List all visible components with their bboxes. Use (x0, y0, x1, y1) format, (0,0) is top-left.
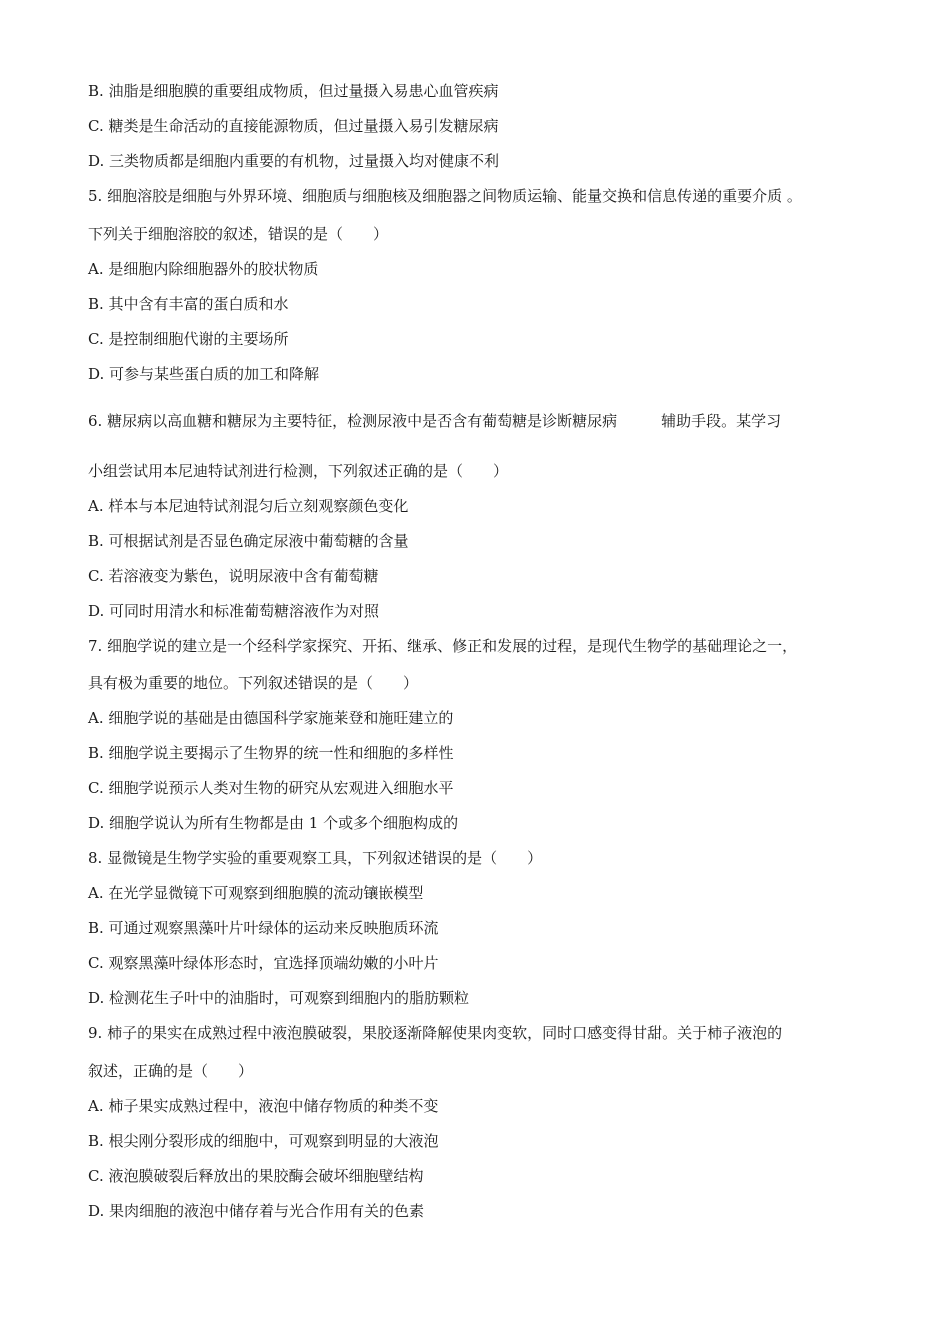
q9-stem-line1: 9. 柿子的果实在成熟过程中液泡膜破裂，果胶逐渐降解使果肉变软，同时口感变得甘甜。关于柿子液泡的 (88, 1024, 783, 1042)
q6-stem-line1-part1: 6. 糖尿病以高血糖和糖尿为主要特征，检测尿液中是否含有葡萄糖是诊断糖尿病 (88, 412, 618, 430)
q9-option-a: A. 柿子果实成熟过程中，液泡中储存物质的种类不变 (88, 1097, 439, 1115)
q6-option-c: C. 若溶液变为紫色，说明尿液中含有葡萄糖 (88, 567, 379, 585)
q7-option-d: D. 细胞学说认为所有生物都是由 1 个或多个细胞构成的 (88, 814, 459, 832)
q6-stem-line2: 小组尝试用本尼迪特试剂进行检测，下列叙述正确的是（ ） (88, 462, 509, 480)
q6-option-b: B. 可根据试剂是否显色确定尿液中葡萄糖的含量 (88, 532, 409, 550)
q8-option-d: D. 检测花生子叶中的油脂时，可观察到细胞内的脂肪颗粒 (88, 989, 470, 1007)
q6-stem-line1 (88, 411, 781, 431)
q5-option-d: D. 可参与某些蛋白质的加工和降解 (88, 365, 320, 383)
q9-stem-line2: 叙述，正确的是（ ） (88, 1062, 254, 1080)
q9-option-c: C. 液泡膜破裂后释放出的果胶酶会破坏细胞壁结构 (88, 1167, 424, 1185)
q7-stem-line1: 7. 细胞学说的建立是一个经科学家探究、开拓、继承、修正和发展的过程，是现代生物学的基础理论之一， (88, 637, 798, 655)
q4-option-d: D. 三类物质都是细胞内重要的有机物，过量摄入均对健康不利 (88, 152, 500, 170)
q5-option-b: B. 其中含有丰富的蛋白质和水 (88, 295, 289, 313)
q4-option-c: C. 糖类是生命活动的直接能源物质，但过量摄入易引发糖尿病 (88, 117, 499, 135)
q7-option-c: C. 细胞学说预示人类对生物的研究从宏观进入细胞水平 (88, 779, 454, 797)
q7-stem-line2: 具有极为重要的地位。下列叙述错误的是（ ） (88, 674, 419, 692)
q8-option-a: A. 在光学显微镜下可观察到细胞膜的流动镶嵌模型 (88, 884, 424, 902)
q7-option-b: B. 细胞学说主要揭示了生物界的统一性和细胞的多样性 (88, 744, 454, 762)
q8-option-c: C. 观察黑藻叶绿体形态时，宜选择顶端幼嫩的小叶片 (88, 954, 439, 972)
q6-stem-line1-part2: 辅助手段。某学习 (661, 412, 782, 430)
q9-option-d: D. 果肉细胞的液泡中储存着与光合作用有关的色素 (88, 1202, 425, 1220)
q8-stem: 8. 显微镜是生物学实验的重要观察工具，下列叙述错误的是（ ） (88, 849, 543, 867)
q7-option-a: A. 细胞学说的基础是由德国科学家施莱登和施旺建立的 (88, 709, 454, 727)
q6-option-a: A. 样本与本尼迪特试剂混匀后立刻观察颜色变化 (88, 497, 409, 515)
q8-option-b: B. 可通过观察黑藻叶片叶绿体的运动来反映胞质环流 (88, 919, 439, 937)
q5-stem-line2: 下列关于细胞溶胶的叙述，错误的是（ ） (88, 225, 389, 243)
q9-option-b: B. 根尖刚分裂形成的细胞中，可观察到明显的大液泡 (88, 1132, 439, 1150)
q4-option-b: B. 油脂是细胞膜的重要组成物质，但过量摄入易患心血管疾病 (88, 82, 499, 100)
q5-stem-line1: 5. 细胞溶胶是细胞与外界环境、细胞质与细胞核及细胞器之间物质运输、能量交换和信息传递的重要介质 。 (88, 187, 802, 205)
q5-option-a: A. 是细胞内除细胞器外的胶状物质 (88, 260, 319, 278)
q6-option-d: D. 可同时用清水和标准葡萄糖溶液作为对照 (88, 602, 380, 620)
q5-option-c: C. 是控制细胞代谢的主要场所 (88, 330, 289, 348)
